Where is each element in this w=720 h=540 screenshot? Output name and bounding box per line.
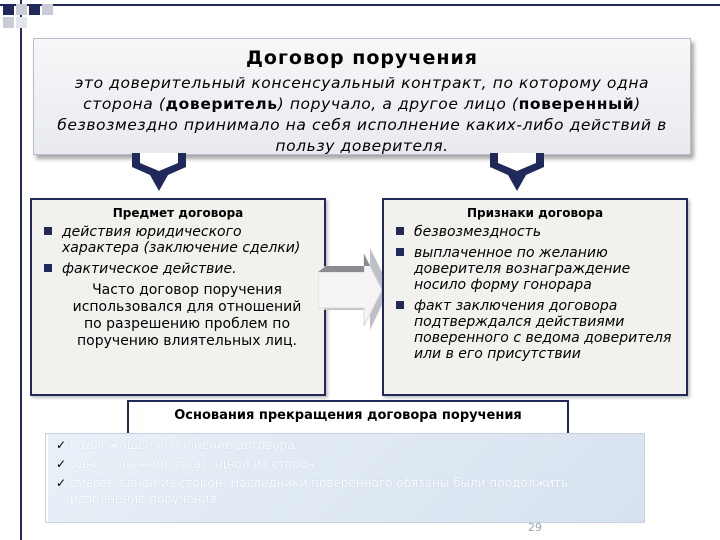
subject-title: Предмет договора (112, 206, 244, 220)
list-item-text: действия юридического характера (заключение сделки) (62, 224, 301, 256)
definition-panel (33, 38, 691, 155)
list-item (44, 224, 316, 256)
connector-left (130, 153, 188, 193)
list-item-text: факт заключения договора подтверждался действиями поверенного с ведома доверителя или в его присутствии (414, 298, 672, 362)
deco-square (3, 17, 14, 28)
square-bullet-icon (44, 264, 52, 272)
termination-title: Основания прекращения договора поручения (174, 408, 522, 423)
checkmark-icon: ✓ (56, 438, 67, 452)
list-item (396, 298, 678, 362)
list-item-text: смерть одной из сторон. Наследники поверенного обязаны были продолжить исполнение поручения (70, 476, 569, 506)
right-arrow-icon (318, 248, 390, 330)
square-bullet-icon (396, 227, 404, 235)
definition-part: это доверительный консенсуальный контракт, по которому одна сторона ( (74, 74, 650, 113)
deco-square (3, 4, 14, 15)
list-item-text: безвозмездность (414, 224, 542, 240)
square-bullet-icon (396, 301, 404, 309)
deco-square (16, 17, 27, 28)
deco-square (42, 4, 53, 15)
list-item-text: выплаченное по желанию доверителя вознаграждение носило форму гонорара (414, 245, 631, 293)
list-item-text: фактическое действие. (62, 261, 237, 277)
side-rule (20, 0, 22, 540)
subject-list (32, 224, 324, 277)
definition-part: ) поручало, а другое лицо ( (277, 95, 519, 113)
list-item-text: односторонний отказ одной из сторон (70, 457, 316, 471)
principal-term: доверитель (165, 95, 278, 113)
list-item (44, 261, 316, 277)
checkmark-icon: ✓ (56, 457, 67, 471)
definition-part: ) безвозмездно принимало на себя исполнение каких-либо действий в пользу доверителя. (57, 95, 667, 155)
list-item (396, 224, 678, 240)
features-box (382, 198, 688, 396)
list-item (56, 437, 638, 453)
list-item (56, 475, 638, 507)
deco-square (29, 4, 40, 15)
list-item-text: надлежащее исполнение договора (70, 438, 295, 452)
top-rule (0, 4, 720, 6)
termination-list (46, 434, 644, 522)
checkmark-icon: ✓ (56, 476, 67, 490)
agent-term: поверенный (518, 95, 635, 113)
list-item (396, 245, 678, 293)
connector-right (488, 153, 546, 193)
features-list (384, 224, 686, 362)
deco-square (16, 4, 27, 15)
slide-title: Договор поручения (246, 47, 478, 69)
features-title: Признаки договора (466, 206, 604, 220)
definition-text (50, 73, 674, 157)
square-bullet-icon (44, 227, 52, 235)
subject-box (30, 198, 326, 396)
page-number: 29 (528, 521, 542, 534)
square-bullet-icon (396, 248, 404, 256)
subject-note: Часто договор поручения использовался для отношений по разрешению проблем по поручению влиятельных лиц. (72, 282, 302, 349)
list-item (56, 456, 638, 472)
